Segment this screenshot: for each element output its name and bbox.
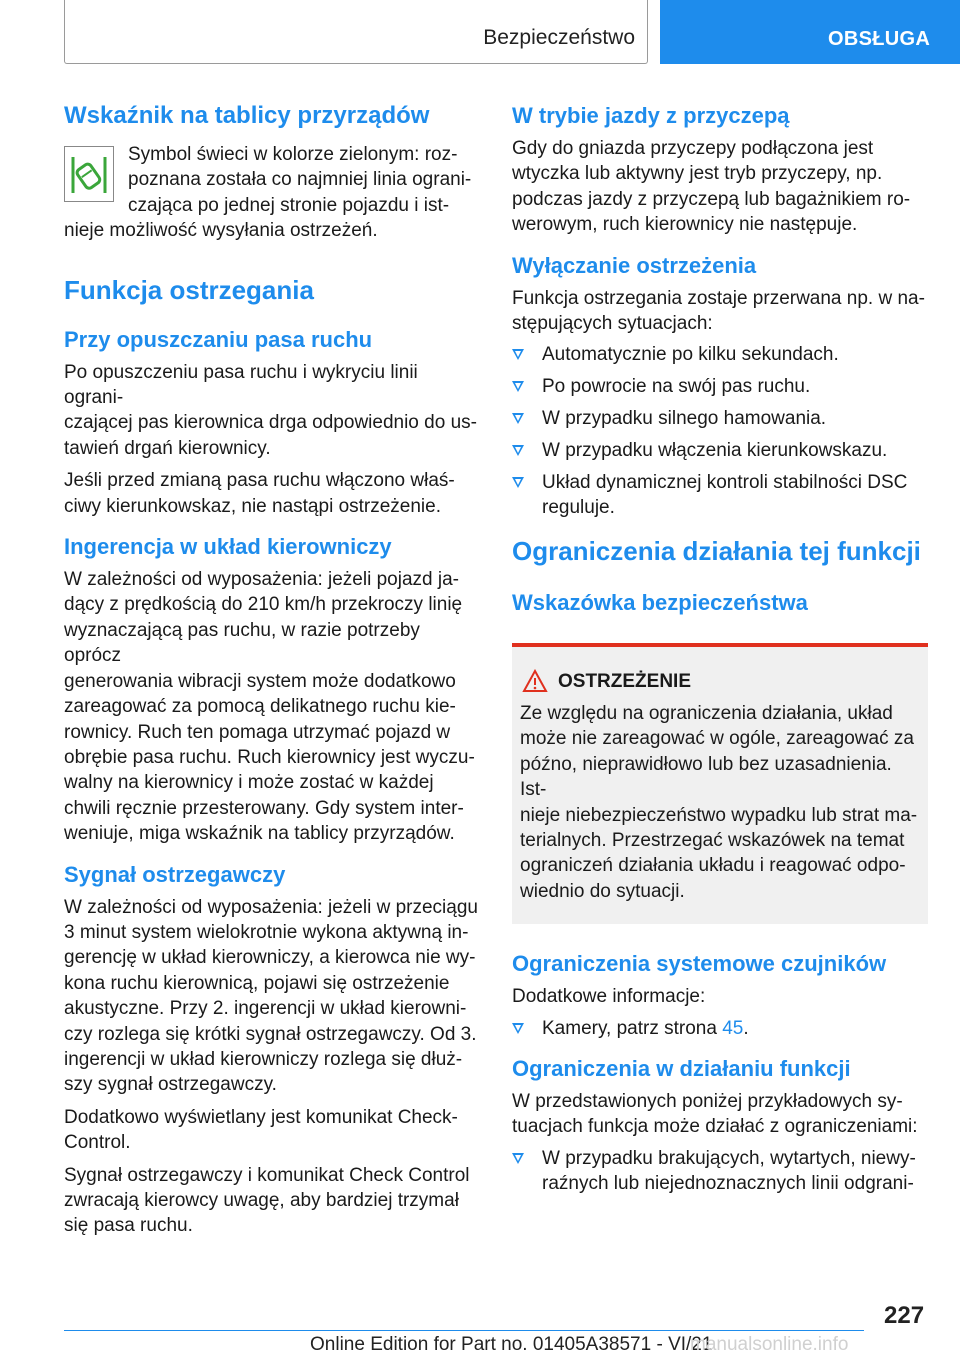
footer-edition: Online Edition for Part no. 01405A38571 - VI/21 <box>310 1334 713 1355</box>
heading-warning-signal: Sygnał ostrzegawczy <box>64 861 286 887</box>
left-column <box>64 100 482 1239</box>
list-item: W przypadku włączenia kierunkowskazu. <box>512 438 928 463</box>
function-limits-list <box>512 1146 928 1197</box>
footer-divider <box>64 1330 864 1331</box>
bullet-triangle-icon <box>512 349 524 360</box>
heading-trailer-mode: W trybie jazdy z przyczepą <box>512 103 790 128</box>
warning-triangle-icon <box>522 669 548 693</box>
header-section-title: Bezpieczeństwo <box>483 26 635 49</box>
warning-off-paragraph: Funkcja ostrzegania zostaje przerwana np. w na- stępujących sytuacjach: <box>512 287 925 335</box>
function-limits-paragraph: W przedstawionych poniżej przykładowych sy- tuacjach funkcja może działać z ograniczeniami: <box>512 1090 918 1138</box>
bullet-triangle-icon <box>512 381 524 392</box>
bullet-triangle-icon <box>512 413 524 424</box>
lane-leave-paragraph-1: Po opuszczeniu pasa ruchu i wykryciu linii ograni- czającej pas kierownica drga odpowiednio do us- tawień drgań kierownicy. <box>64 361 477 459</box>
lane-departure-indicator-icon <box>64 146 114 202</box>
signal-paragraph-2: Dodatkowo wyświetlany jest komunikat Check- Control. <box>64 1106 458 1154</box>
steering-paragraph: W zależności od wyposażenia: jeżeli pojazd ja- dący z prędkością do 210 km/h przekroczy linię wyznaczającą pas ruchu, w razie potrzeby oprócz generowania wibracji system może dodatkowo zareagować za pomocą delikatnego ruchu kie- rownicy. Ruch ten pomaga utrzymać pojazd w obrębie pasa ruchu. Ruch kierownicy jest wyczu- walny na kierownicy i może zostać w każdej chwili ręcznie przesterowany. Gdy system inter- weniuje, miga wskaźnik na tablicy przyrządów. <box>64 569 475 845</box>
indicator-text: Symbol świeci w kolorze zielonym: roz- poznana została co najmniej linia ograni- czająca po jednej stronie pojazdu i ist- nieje możliwość wysyłania ostrzeżeń. <box>64 144 472 242</box>
watermark: manualsonline.info <box>690 1334 849 1355</box>
lane-leave-paragraph-2: Jeśli przed zmianą pasa ruchu włączono właś- ciwy kierunkowskaz, nie nastąpi ostrzeżenie. <box>64 470 455 517</box>
signal-paragraph-3: Sygnał ostrzegawczy i komunikat Check Control zwracają kierowcy uwagę, aby bardziej trzymał się pasa ruchu. <box>64 1164 470 1237</box>
header-chapter-label: OBSŁUGA <box>828 28 931 50</box>
heading-warning-off: Wyłączanie ostrzeżenia <box>512 252 757 278</box>
heading-sensor-limits: Ograniczenia systemowe czujników <box>512 951 887 977</box>
warning-box <box>512 643 928 924</box>
warning-off-list <box>512 342 928 520</box>
heading-indicator: Wskaźnik na tablicy przyrządów <box>64 102 430 129</box>
heading-lane-leave: Przy opuszczaniu pasa ruchu <box>64 326 373 352</box>
heading-safety-note: Wskazówka bezpieczeństwa <box>512 589 808 615</box>
list-item: Automatycznie po kilku sekundach. <box>512 342 928 367</box>
signal-paragraph-1: W zależności od wyposażenia: jeżeli w przeciągu 3 minut system wielokrotnie wykona aktywną in- gerencję w układ kierowniczy, a kierowca nie wy- kona ruchu kierownicą, pojawi się ostrzeżenie akustyczne. Przy 2. ingerencji w układ kierowni- czy rozlega się krótki sygnał ostrzegawczy. Od 3. ingerencji w układ kierowniczy rozlega się dłuż- szy sygnał ostrzegawczy. <box>64 896 478 1096</box>
list-item: W przypadku brakujących, wytartych, niewy- raźnych lub niejednoznacznych linii odgrani- <box>512 1146 928 1197</box>
header-section-box <box>64 0 648 64</box>
indicator-paragraph <box>64 142 482 244</box>
heading-function-operation-limits: Ograniczenia w działaniu funkcji <box>512 1055 851 1081</box>
bullet-triangle-icon <box>512 477 524 488</box>
bullet-triangle-icon <box>512 445 524 456</box>
list-item: W przypadku silnego hamowania. <box>512 406 928 431</box>
list-item: Kamery, patrz strona 45. <box>512 1016 928 1041</box>
heading-steering-intervention: Ingerencja w układ kierowniczy <box>64 534 392 560</box>
right-column <box>512 100 928 1203</box>
warning-text: Ze względu na ograniczenia działania, układ może nie zareagować w ogóle, zareagować za późno, nieprawidłowo lub bez uzasadnienia. Ist- nieje niebezpieczeństwo wypadku lub strat ma- terialnych. Przestrzegać wskazówek na temat ograniczeń działania układu i reagować odpo- wiednio do sytuacji. <box>520 702 918 902</box>
bullet-triangle-icon <box>512 1023 524 1034</box>
header-chapter-tab <box>660 0 960 64</box>
bullet-triangle-icon <box>512 1153 524 1164</box>
heading-warning-function: Funkcja ostrzegania <box>64 274 314 305</box>
trailer-paragraph: Gdy do gniazda przyczepy podłączona jest wtyczka lub aktywny jest tryb przyczepy, np. podczas jazdy z przyczepą lub bagażnikiem ro- werowym, ruch kierownicy nie następuje. <box>512 138 911 236</box>
sensor-list <box>512 1016 928 1041</box>
page-link-45[interactable]: 45 <box>722 1017 744 1039</box>
list-item: Układ dynamicznej kontroli stabilności DSC reguluje. <box>512 470 928 521</box>
page-number: 227 <box>884 1302 925 1329</box>
list-item: Po powrocie na swój pas ruchu. <box>512 374 928 399</box>
sensor-paragraph: Dodatkowe informacje: <box>512 986 706 1008</box>
heading-function-limits: Ograniczenia działania tej funkcji <box>512 535 921 566</box>
warning-title: OSTRZEŻENIE <box>520 669 920 695</box>
